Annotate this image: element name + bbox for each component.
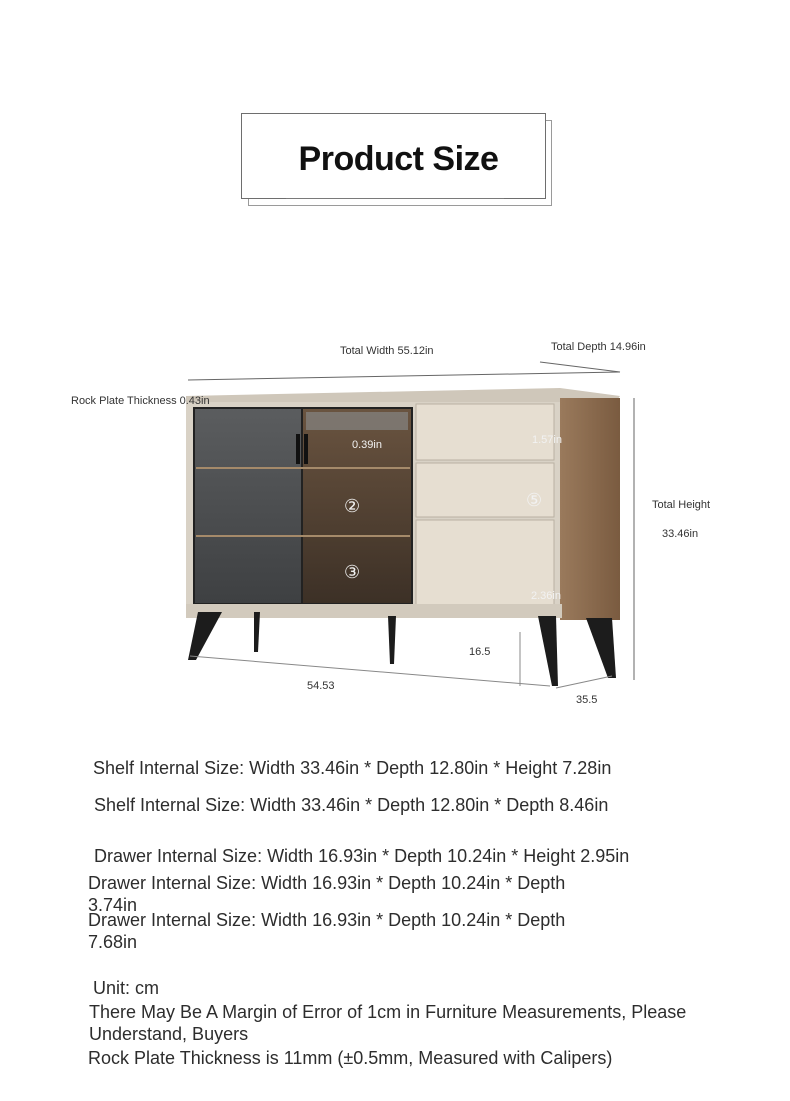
base-depth-line: [556, 676, 612, 688]
leg-front-left: [188, 612, 222, 660]
depth-dimension-line: [540, 362, 620, 372]
cabinet-top: [186, 388, 620, 404]
rock-plate-note: Rock Plate Thickness is 11mm (±0.5mm, Measured with Calipers): [88, 1048, 613, 1068]
shelf-spec-2: Shelf Internal Size: Width 33.46in * Depth 12.80in * Depth 8.46in: [94, 795, 609, 815]
leg-back-right: [586, 618, 616, 678]
shelf-number-2: ②: [344, 496, 361, 516]
drawer-spec-2: Drawer Internal Size: Width 16.93in * Depth 10.24in * Depth 3.74in: [88, 873, 566, 915]
page-title: Product Size: [298, 140, 499, 178]
total-height-label: Total Height: [652, 499, 711, 511]
handle-right: [304, 434, 308, 464]
shelf-number-3: ③: [344, 562, 361, 582]
rock-plate-label: Rock Plate Thickness 0.43in: [71, 395, 210, 407]
shelf-spec-1: Shelf Internal Size: Width 33.46in * Depth 12.80in * Height 7.28in: [93, 758, 612, 778]
glass-reflection: [306, 412, 408, 430]
drawer-top-dimension: 1.57in: [532, 434, 562, 446]
gap-dimension-label: 0.39in: [352, 439, 382, 451]
glass-door-left: [194, 408, 302, 604]
drawer-spec-3: Drawer Internal Size: Width 16.93in * Depth 10.24in * Depth 7.68in: [88, 910, 566, 952]
drawer-number-5: ⑤: [526, 490, 543, 510]
leg-height-label: 16.5: [469, 646, 491, 658]
total-height-value: 33.46in: [662, 528, 699, 540]
base-depth-label: 35.5: [576, 694, 598, 706]
leg-back-left: [254, 612, 260, 652]
leg-center: [388, 616, 396, 664]
handle-left: [296, 434, 300, 464]
cabinet-base: [186, 604, 562, 618]
margin-error-note: There May Be A Margin of Error of 1cm in Furniture Measurements, Please Understand, Buyers: [89, 1002, 687, 1044]
drawer-bottom-dimension: 2.36in: [531, 590, 561, 602]
width-dimension-line: [188, 372, 620, 380]
drawer-spec-1: Drawer Internal Size: Width 16.93in * Depth 10.24in * Height 2.95in: [94, 846, 630, 866]
leg-front-right: [538, 616, 558, 686]
base-width-line: [190, 656, 550, 686]
unit-note: Unit: cm: [93, 978, 160, 998]
cabinet-side: [560, 398, 620, 620]
total-width-label: Total Width 55.12in: [340, 345, 434, 357]
base-width-label: 54.53: [307, 680, 335, 692]
drawer-top: [416, 404, 554, 460]
total-depth-label: Total Depth 14.96in: [551, 341, 646, 353]
